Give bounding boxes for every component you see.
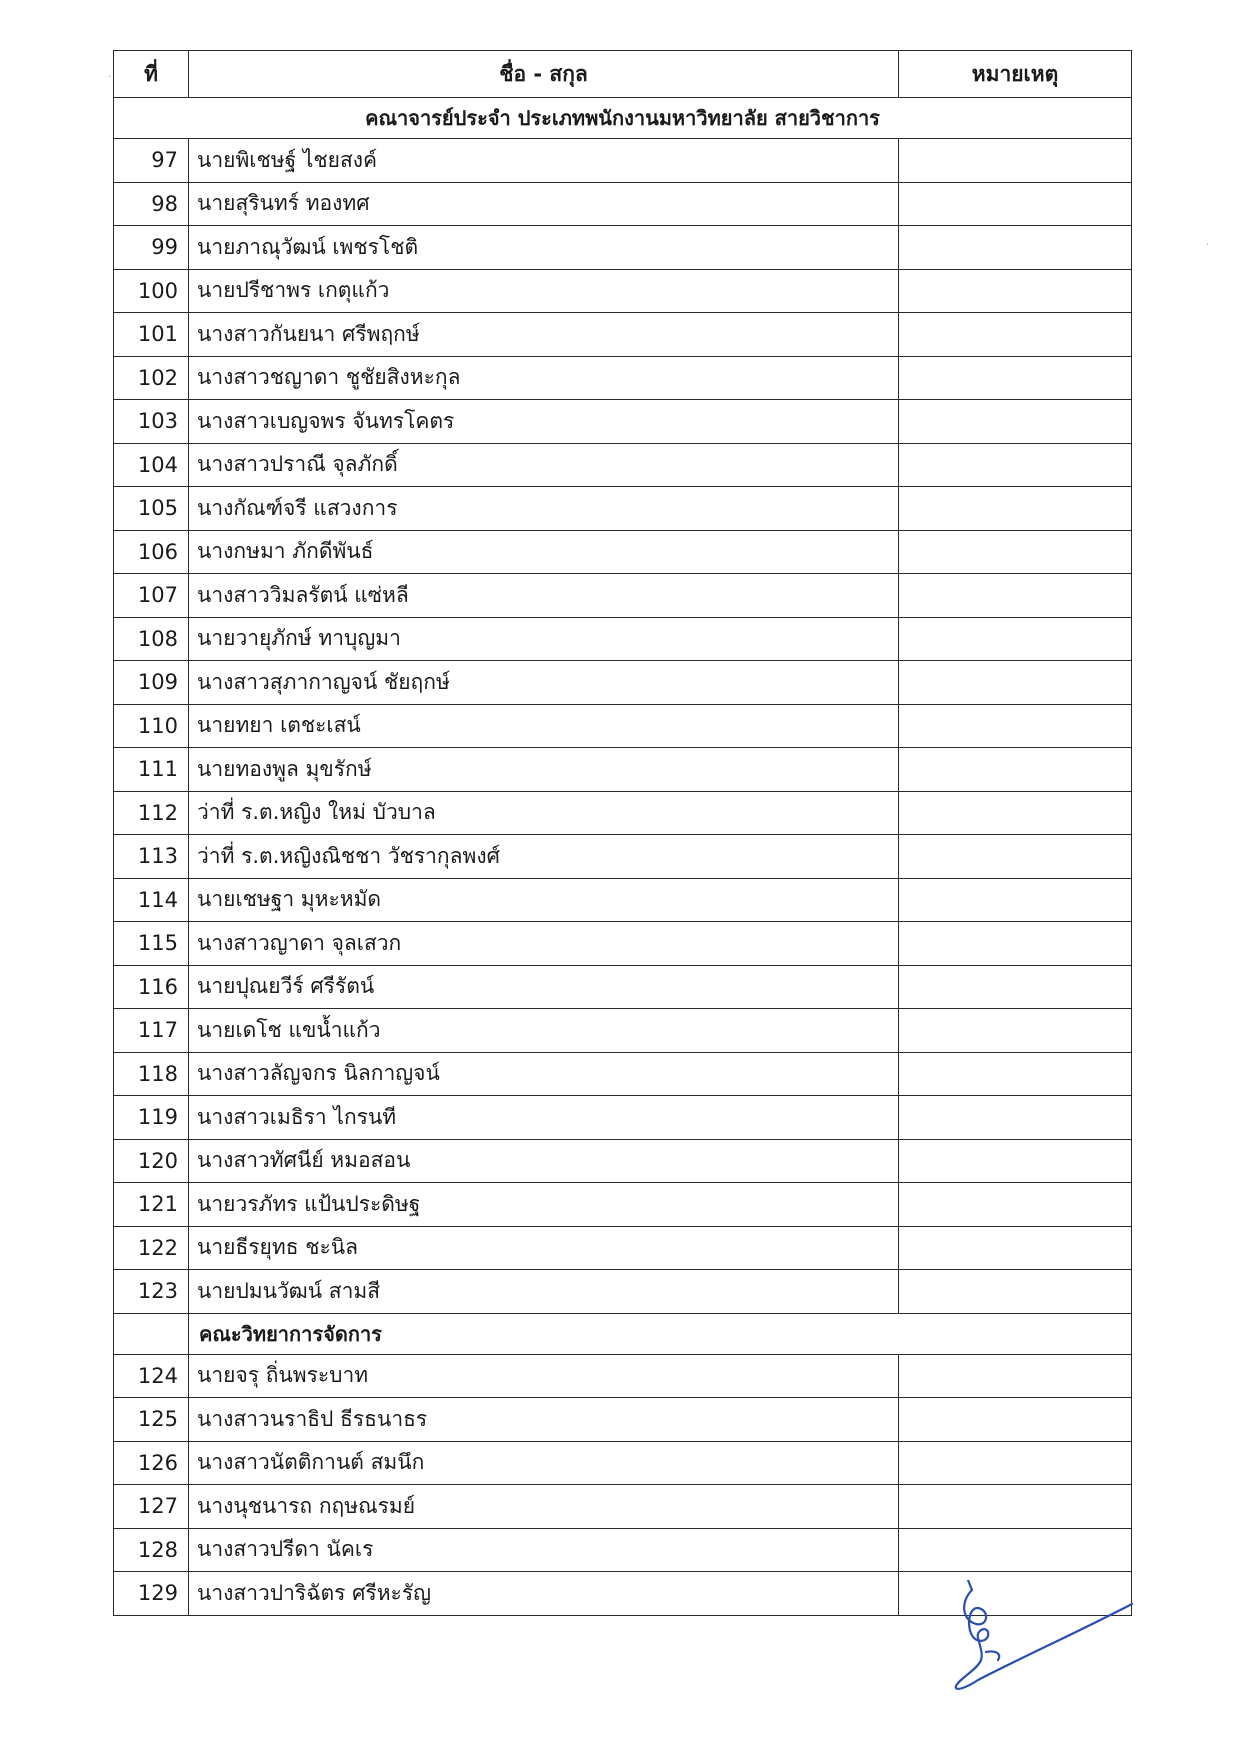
row-number: 124 [114,1354,189,1398]
scan-mark: · [108,72,112,83]
row-name: นายทยา เตชะเสน์ [189,704,899,748]
table-row [114,139,1132,183]
row-name: นางกัณฑ์จรี แสวงการ [189,487,899,531]
row-name: นางสาววิมลรัตน์ แซ่หลี [189,574,899,618]
row-name: นายปมนวัฒน์ สามสี [189,1270,899,1314]
table-row [114,748,1132,792]
row-note [899,661,1132,705]
table-row [114,487,1132,531]
row-number: 121 [114,1183,189,1227]
table-row [114,1398,1132,1442]
table-row [114,443,1132,487]
row-number: 118 [114,1052,189,1096]
table-row [114,1009,1132,1053]
row-name: นายวรภัทร แป้นประดิษฐ [189,1183,899,1227]
row-note [899,226,1132,270]
table-row [114,922,1132,966]
row-note [899,182,1132,226]
row-number: 108 [114,617,189,661]
table-row [114,1139,1132,1183]
row-name: นางนุชนารถ กฤษณรมย์ [189,1485,899,1529]
row-number: 110 [114,704,189,748]
table-row [114,574,1132,618]
row-name: นางสาวลัญจกร นิลกาญจน์ [189,1052,899,1096]
row-name: นายปรีชาพร เกตุแก้ว [189,269,899,313]
row-note [899,748,1132,792]
table-row [114,791,1132,835]
row-note [899,487,1132,531]
row-note [899,1398,1132,1442]
row-number: 125 [114,1398,189,1442]
table-row [114,1441,1132,1485]
row-note [899,1270,1132,1314]
table-row [114,1270,1132,1314]
row-number: 122 [114,1226,189,1270]
table-row [114,356,1132,400]
row-note [899,704,1132,748]
row-note [899,1096,1132,1140]
row-number: 113 [114,835,189,879]
table-row [114,1183,1132,1227]
row-number: 100 [114,269,189,313]
table-row [114,617,1132,661]
row-number: 99 [114,226,189,270]
row-name: นายปุณยวีร์ ศรีรัตน์ [189,965,899,1009]
signature-image [950,1580,1140,1710]
table-row [114,1354,1132,1398]
row-number: 123 [114,1270,189,1314]
row-number: 117 [114,1009,189,1053]
table-row [114,269,1132,313]
row-note [899,1052,1132,1096]
row-name: นางสาวญาดา จุลเสวก [189,922,899,966]
row-note [899,530,1132,574]
row-number: 109 [114,661,189,705]
table-row [114,704,1132,748]
table-row [114,1528,1132,1572]
row-name: นางสาวสุภากาญจน์ ชัยฤกษ์ [189,661,899,705]
row-number: 119 [114,1096,189,1140]
row-note [899,922,1132,966]
row-number: 129 [114,1572,189,1616]
row-note [899,443,1132,487]
row-name: นางสาวกันยนา ศรีพฤกษ์ [189,313,899,357]
row-name: นางสาวทัศนีย์ หมอสอน [189,1139,899,1183]
row-note [899,139,1132,183]
row-note [899,313,1132,357]
row-name: นายสุรินทร์ ทองทศ [189,182,899,226]
name-list-table [113,50,1132,1616]
row-number: 98 [114,182,189,226]
section-title: คณาจารย์ประจำ ประเภทพนักงานมหาวิทยาลัย สายวิชาการ [114,98,1132,139]
section-title: คณะวิทยาการจัดการ [189,1313,1132,1354]
row-name: นายวายุภักษ์ ทาบุญมา [189,617,899,661]
row-name: นางสาวชญาดา ชูชัยสิงหะกุล [189,356,899,400]
table-header-row [114,51,1132,98]
row-name: นางสาวปรีดา นัคเร [189,1528,899,1572]
row-note [899,1528,1132,1572]
row-name: นายจรุ ถิ่นพระบาท [189,1354,899,1398]
row-number: 126 [114,1441,189,1485]
section-row [114,1313,1132,1354]
header-name: ชื่อ - สกุล [189,51,899,98]
table-row [114,1226,1132,1270]
row-name: ว่าที่ ร.ต.หญิงณิชชา วัชรากุลพงศ์ [189,835,899,879]
row-number: 128 [114,1528,189,1572]
row-note [899,574,1132,618]
row-note [899,1485,1132,1529]
row-number: 111 [114,748,189,792]
row-note [899,1441,1132,1485]
row-note [899,1183,1132,1227]
row-note [899,1354,1132,1398]
row-number: 101 [114,313,189,357]
row-number: 105 [114,487,189,531]
row-note [899,835,1132,879]
table-row [114,530,1132,574]
table-row [114,661,1132,705]
table-row [114,878,1132,922]
row-name: นายธีรยุทธ ชะนิล [189,1226,899,1270]
row-number: 115 [114,922,189,966]
table-row [114,835,1132,879]
row-number: 106 [114,530,189,574]
table-row [114,1485,1132,1529]
row-name: นายภาณุวัฒน์ เพชรโชติ [189,226,899,270]
table-row [114,313,1132,357]
row-name: นางสาวเมธิรา ไกรนที [189,1096,899,1140]
row-note [899,1009,1132,1053]
row-note [899,965,1132,1009]
header-no: ที่ [114,51,189,98]
table-row [114,226,1132,270]
row-name: นางสาวปราณี จุลภักดิ์ [189,443,899,487]
row-number: 116 [114,965,189,1009]
row-note [899,878,1132,922]
row-number: 112 [114,791,189,835]
row-number: 97 [114,139,189,183]
row-name: นางสาวปาริฉัตร ศรีหะรัญ [189,1572,899,1616]
section-row [114,98,1132,139]
row-name: นางสาวนราธิป ธีรธนาธร [189,1398,899,1442]
row-note [899,617,1132,661]
table-body [114,98,1132,1616]
row-name: นางสาวนัตติกานต์ สมนึก [189,1441,899,1485]
row-name: ว่าที่ ร.ต.หญิง ใหม่ บัวบาล [189,791,899,835]
header-note: หมายเหตุ [899,51,1132,98]
row-note [899,356,1132,400]
row-note [899,1139,1132,1183]
row-name: นายเดโช แขน้ำแก้ว [189,1009,899,1053]
row-number: 120 [114,1139,189,1183]
row-note [899,400,1132,444]
row-name: นายทองพูล มุขรักษ์ [189,748,899,792]
row-number: 102 [114,356,189,400]
table-row [114,965,1132,1009]
table-row [114,1096,1132,1140]
row-number: 107 [114,574,189,618]
row-name: นายพิเชษฐ์ ไชยสงค์ [189,139,899,183]
table-row [114,182,1132,226]
row-number: 114 [114,878,189,922]
row-note [899,1226,1132,1270]
row-note [899,269,1132,313]
row-number: 103 [114,400,189,444]
row-note [899,791,1132,835]
scan-mark: · [1206,240,1210,251]
table-row [114,1052,1132,1096]
row-name: นายเชษฐา มุหะหมัด [189,878,899,922]
row-name: นางสาวเบญจพร จันทรโคตร [189,400,899,444]
table-row [114,400,1132,444]
row-number: 127 [114,1485,189,1529]
row-number: 104 [114,443,189,487]
section-blank-cell [114,1313,189,1354]
row-name: นางกษมา ภักดีพันธ์ [189,530,899,574]
